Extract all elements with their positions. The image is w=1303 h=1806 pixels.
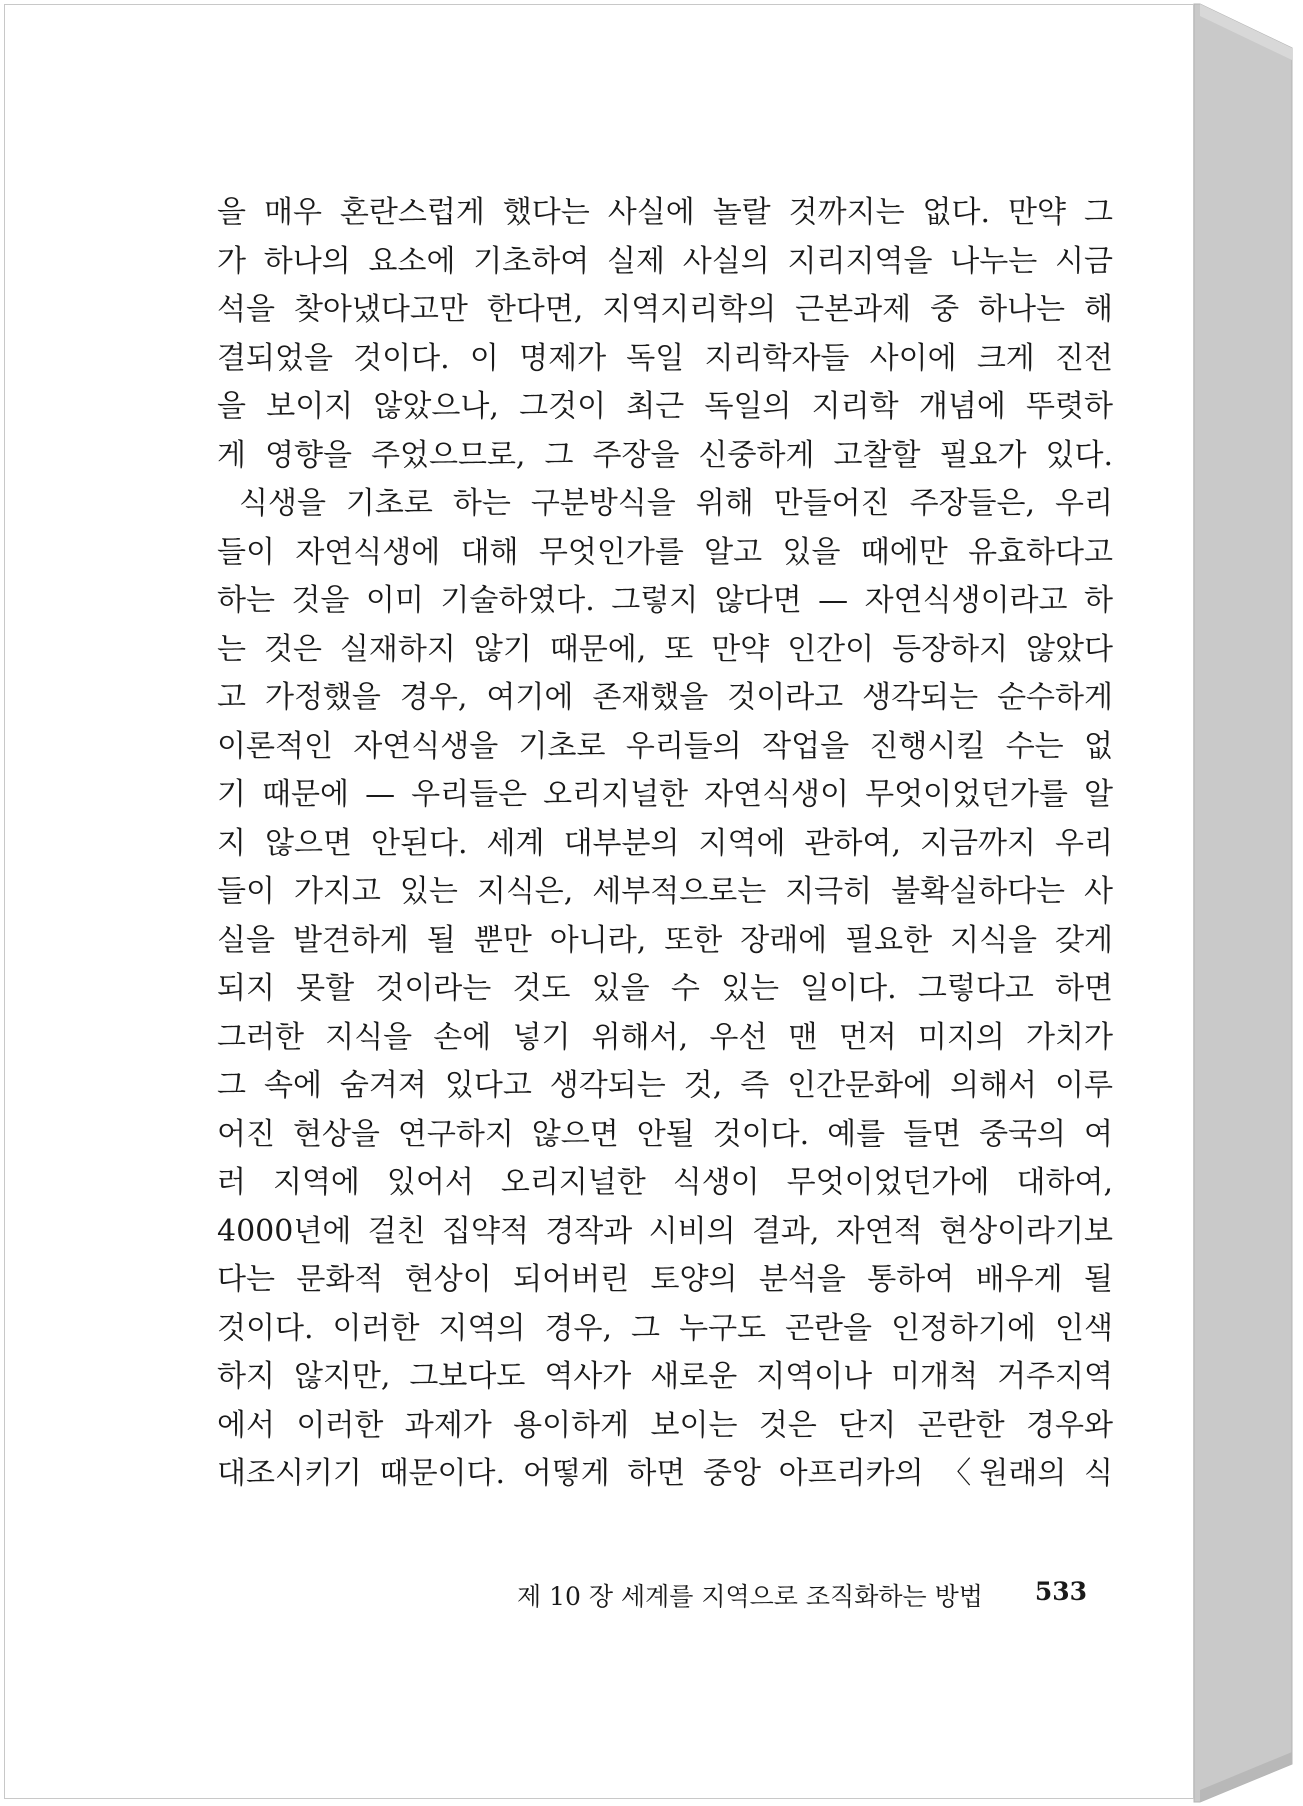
text-line: 을 보이지 않았으나, 그것이 최근 독일의 지리학 개념에 뚜렷하 [217,389,1113,424]
text-line: 에서 이러한 과제가 용이하게 보이는 것은 단지 곤란한 경우와 [217,1407,1113,1443]
text-line: 어진 현상을 연구하지 않으면 안될 것이다. 예를 들면 중국의 여 [217,1116,1113,1152]
text-line: 실을 발견하게 될 뿐만 아니라, 또한 장래에 필요한 지식을 갖게 [217,922,1113,958]
text-line: 4000년에 걸친 집약적 경작과 시비의 결과, 자연적 현상이라기보 [217,1213,1113,1249]
text-line: 러 지역에 있어서 오리지널한 식생이 무엇이었던가에 대하여, [217,1165,1113,1200]
text-line: 지 않으면 안된다. 세계 대부분의 지역에 관하여, 지금까지 우리 [217,825,1113,861]
text-line: 되지 못할 것이라는 것도 있을 수 있는 일이다. 그렇다고 하면 [217,971,1113,1006]
text-line: 기 때문에 — 우리들은 오리지널한 자연식생이 무엇이었던가를 알 [217,777,1113,812]
text-line: 게 영향을 주었으므로, 그 주장을 신중하게 고찰할 필요가 있다. [217,437,1113,473]
text-line-paragraph-start: 식생을 기초로 하는 구분방식을 위해 만들어진 주장들은, 우리 [239,486,1113,521]
text-line: 대조시키기 때문이다. 어떻게 하면 중앙 아프리카의 〈원래의 식 [217,1456,1113,1491]
text-line: 하지 않지만, 그보다도 역사가 새로운 지역이나 미개척 거주지역 [217,1359,1113,1394]
text-line: 는 것은 실재하지 않기 때문에, 또 만약 인간이 등장하지 않았다 [217,631,1113,667]
page-footer [517,1577,1087,1613]
page-body-text [217,189,1113,1499]
text-line: 결되었을 것이다. 이 명제가 독일 지리학자들 사이에 크게 진전 [217,340,1113,376]
running-footer-chapter: 제 10 장 세계를 지역으로 조직화하는 방법 [517,1582,983,1611]
text-line: 가 하나의 요소에 기초하여 실제 사실의 지리지역을 나누는 시금 [217,243,1113,279]
text-line: 들이 가지고 있는 지식은, 세부적으로는 지극히 불확실하다는 사 [217,874,1113,909]
text-line: 들이 자연식생에 대해 무엇인가를 알고 있을 때에만 유효하다고 [217,534,1113,570]
page-number: 533 [1034,1577,1087,1606]
text-line: 다는 문화적 현상이 되어버린 토양의 분석을 통하여 배우게 될 [217,1262,1113,1297]
text-line: 고 가정했을 경우, 여기에 존재했을 것이라고 생각되는 순수하게 [217,680,1113,715]
text-line: 석을 찾아냈다고만 한다면, 지역지리학의 근본과제 중 하나는 해 [217,292,1113,327]
text-line: 을 매우 혼란스럽게 했다는 사실에 놀랄 것까지는 없다. 만약 그 [217,195,1113,230]
book-side-face [1194,4,1292,1802]
text-line: 이론적인 자연식생을 기초로 우리들의 작업을 진행시킬 수는 없 [217,728,1113,764]
text-line: 하는 것을 이미 기술하였다. 그렇지 않다면 — 자연식생이라고 하 [217,583,1113,618]
text-line: 그러한 지식을 손에 넣기 위해서, 우선 맨 먼저 미지의 가치가 [217,1019,1113,1055]
text-line: 그 속에 숨겨져 있다고 생각되는 것, 즉 인간문화에 의해서 이루 [217,1068,1113,1103]
text-line: 것이다. 이러한 지역의 경우, 그 누구도 곤란을 인정하기에 인색 [217,1310,1113,1346]
book-page [4,4,1194,1799]
